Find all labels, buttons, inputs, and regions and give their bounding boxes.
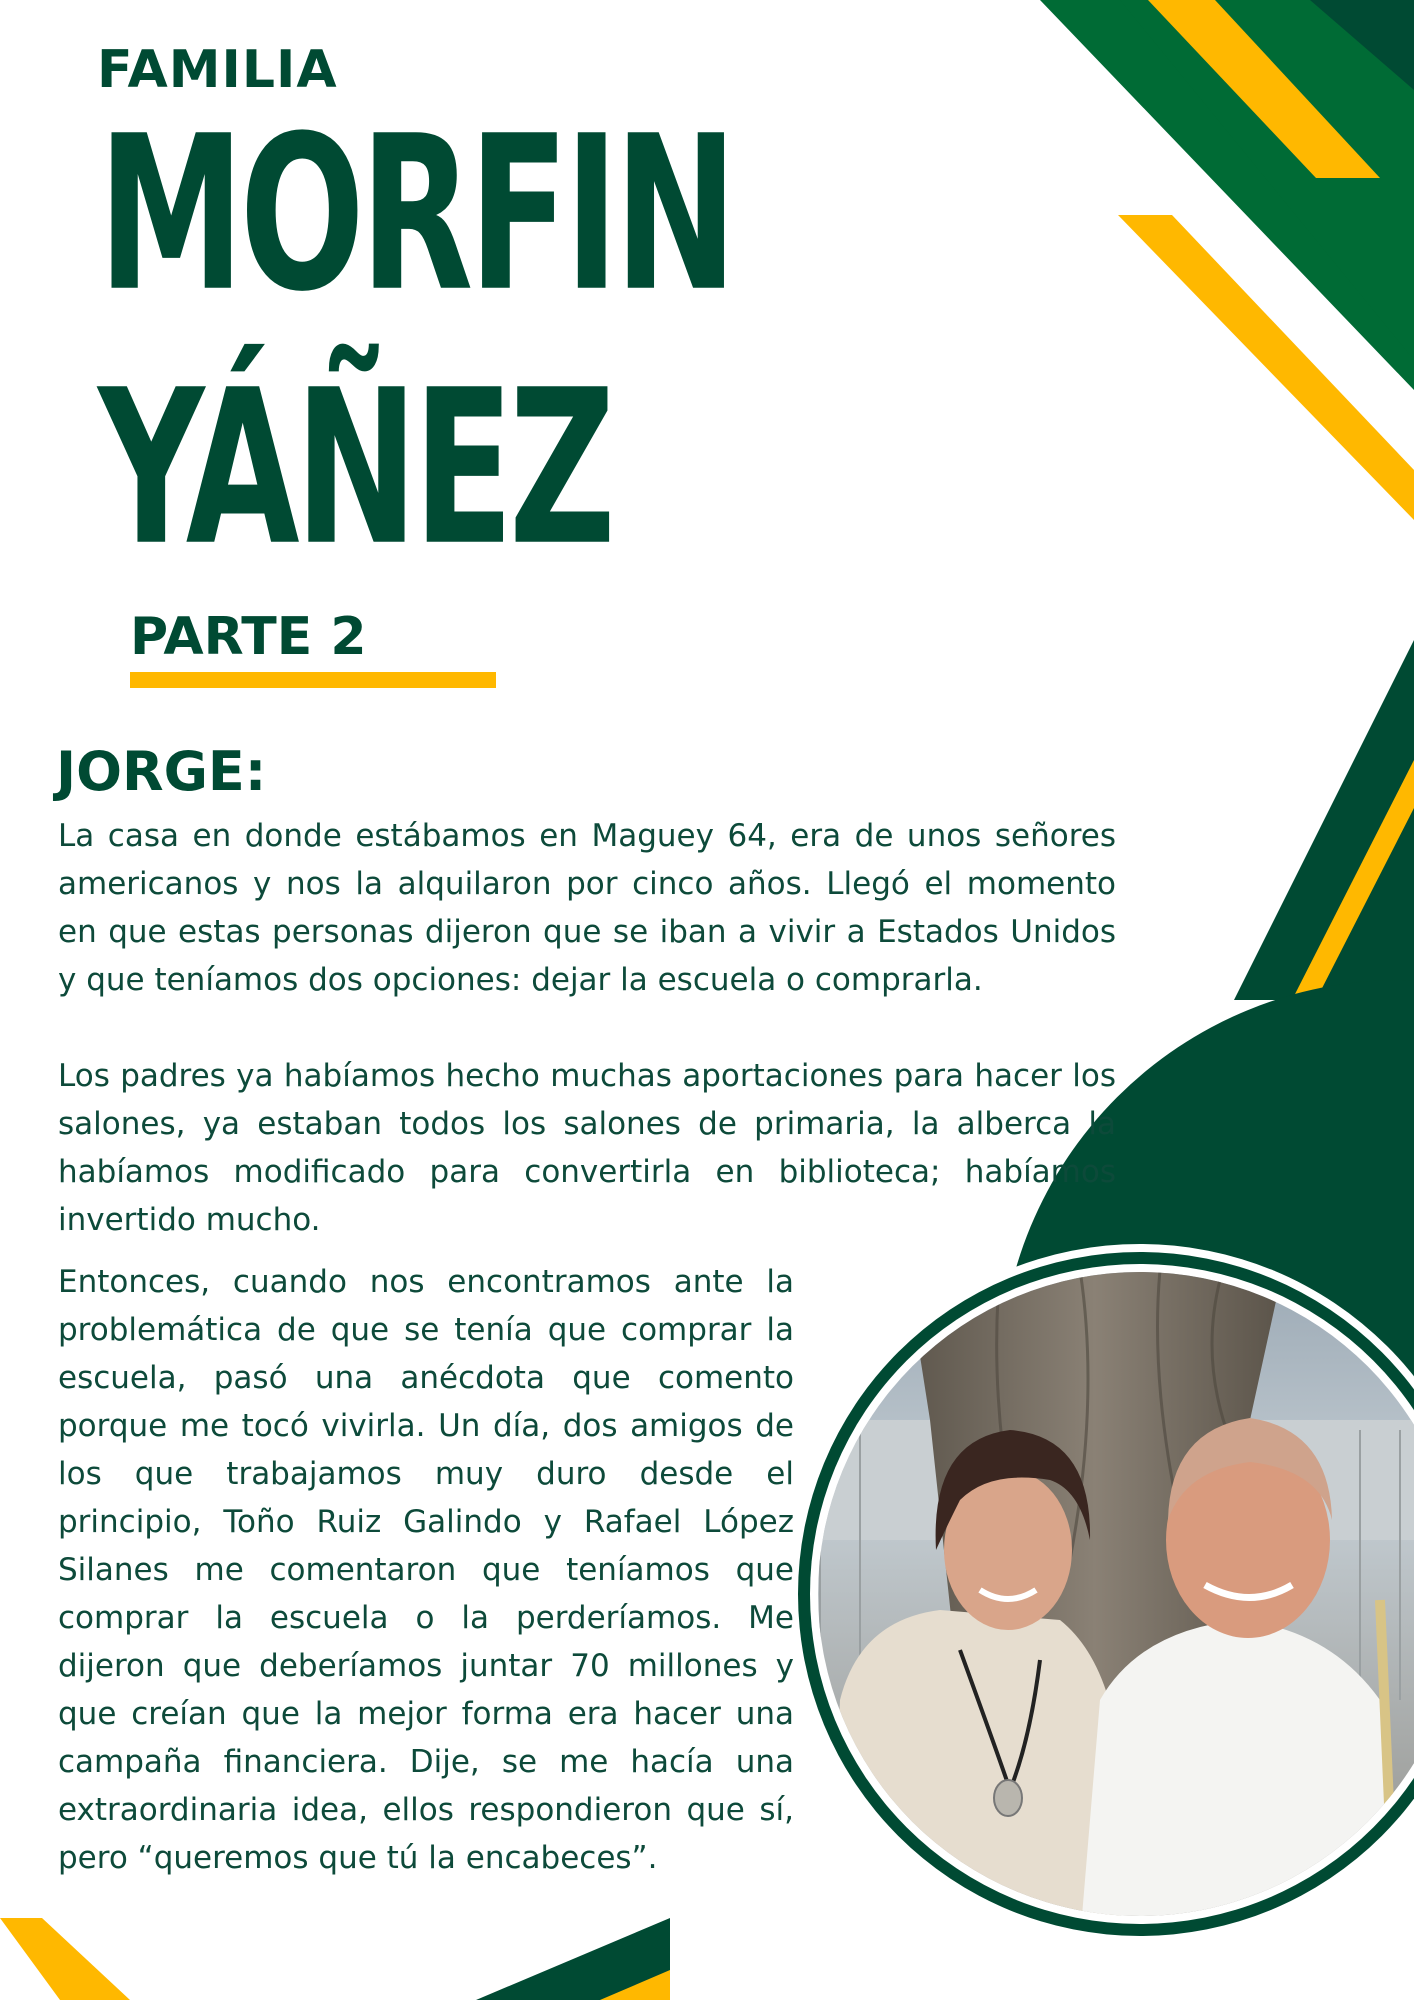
- surname-line-2: YÁÑEZ: [98, 344, 611, 593]
- article-paragraph-3: Entonces, cuando nos encontramos ante la problemática de que se tenía que comprar la escuela, pasó una anécdota que comento porque me tocó vivirla. Un día, dos amigos de los que trabajamos muy duro desde el principio, Toño Ruiz Galindo y Rafael López Silanes me comentaron que teníamos que comprar la escuela o la perderíamos. Me dijeron que deberíamos juntar 70 millones y que creían que la mejor forma era hacer una campaña financiera. Dije, se me hacía una extraordinaria idea, ellos respondieron que sí, pero “queremos que tú la encabeces”.: [58, 1264, 794, 1876]
- family-label: FAMILIA: [97, 40, 338, 100]
- bottom-left-stripes: [0, 1918, 670, 2000]
- surname-line-1: MORFIN: [98, 90, 733, 339]
- part-label: PARTE 2: [130, 607, 367, 667]
- article-paragraph-2: Los padres ya habíamos hecho muchas aportaciones para hacer los salones, ya estaban todos los salones de primaria, la alberca la habíamos modificado para convertirla en biblioteca; habíamos invertido mucho.: [58, 1058, 1116, 1238]
- part-underline: [130, 672, 496, 688]
- article-paragraph-1: La casa en donde estábamos en Maguey 64, era de unos señores americanos y nos la alquilaron por cinco años. Llegó el momento en que estas personas dijeron que se iban a vivir a Estados Unidos y que teníamos dos opciones: dejar la escuela o comprarla.: [58, 818, 1116, 998]
- speaker-label: JORGE:: [56, 740, 267, 803]
